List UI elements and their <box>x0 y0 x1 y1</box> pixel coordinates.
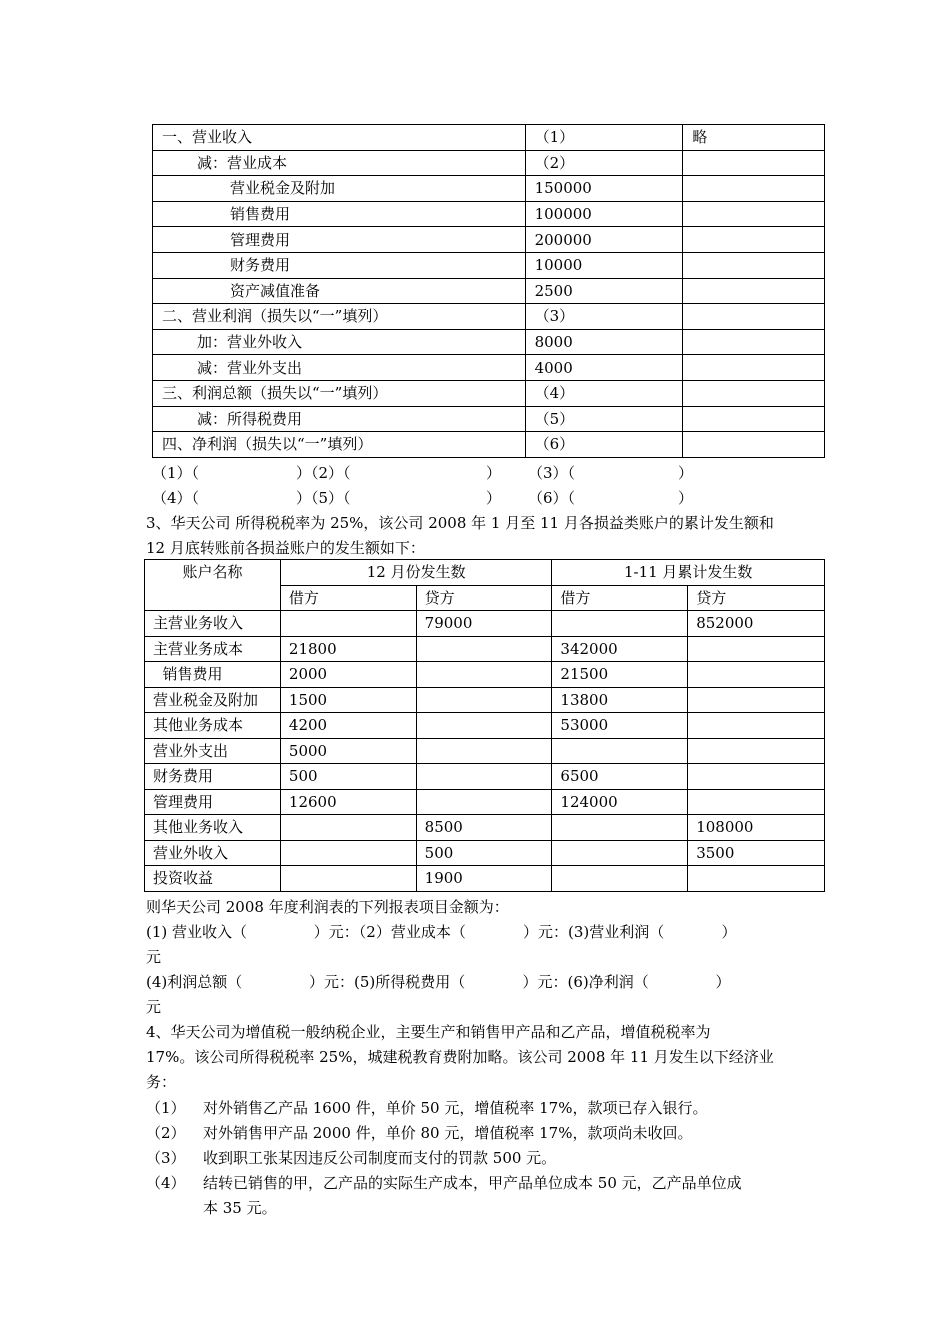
income-item-value: （5） <box>525 406 683 432</box>
income-item-value: （1） <box>525 125 683 151</box>
account-row <box>145 687 825 713</box>
header-dec-debit: 借方 <box>280 585 416 611</box>
account-row <box>145 636 825 662</box>
income-item-extra <box>683 355 825 381</box>
q4-item-4-text: 结转已销售的甲，乙产品的实际生产成本，甲产品单位成本 50 元，乙产品单位成 <box>203 1174 742 1192</box>
q3-line-1: 3、华天公司 所得税税率为 25%，该公司 2008 年 1 月至 11 月各损益类账户的累计发生额和 <box>146 514 774 532</box>
income-item-value: 100000 <box>525 201 683 227</box>
account-row <box>145 611 825 637</box>
dec-credit-cell <box>416 738 552 764</box>
income-row <box>153 125 825 151</box>
ytd-credit-cell <box>688 687 825 713</box>
ytd-credit-cell <box>688 662 825 688</box>
account-row <box>145 738 825 764</box>
income-item-label: 资产减值准备 <box>153 278 526 304</box>
q3-answer-intro: 则华天公司 2008 年度利润表的下列报表项目金额为： <box>146 898 509 916</box>
q4-item-3-num: （3） <box>146 1149 186 1167</box>
income-row <box>153 380 825 406</box>
blank-6-open: （6）（ <box>528 489 576 507</box>
q4-item-1-num: （1） <box>146 1099 186 1117</box>
dec-credit-cell <box>416 636 552 662</box>
income-item-value: 150000 <box>525 176 683 202</box>
income-row <box>153 304 825 330</box>
ytd-credit-cell <box>688 764 825 790</box>
income-item-label: 营业税金及附加 <box>153 176 526 202</box>
income-item-extra <box>683 278 825 304</box>
header-ytd-debit: 借方 <box>552 585 688 611</box>
account-row <box>145 789 825 815</box>
ytd-debit-cell: 342000 <box>552 636 688 662</box>
income-item-value: （3） <box>525 304 683 330</box>
blanks-row-1 <box>152 460 832 486</box>
blank-3-close: ） <box>678 464 694 482</box>
ytd-debit-cell: 6500 <box>552 764 688 790</box>
ytd-debit-cell: 21500 <box>552 662 688 688</box>
dec-credit-cell: 1900 <box>416 866 552 892</box>
header-ytd-credit: 贷方 <box>688 585 825 611</box>
dec-credit-cell: 500 <box>416 840 552 866</box>
account-name: 销售费用 <box>145 662 281 688</box>
dec-debit-cell <box>280 611 416 637</box>
ytd-credit-cell: 852000 <box>688 611 825 637</box>
income-item-value: （2） <box>525 150 683 176</box>
income-row <box>153 150 825 176</box>
income-row <box>153 406 825 432</box>
ytd-credit-cell <box>688 866 825 892</box>
account-name: 营业外收入 <box>145 840 281 866</box>
dec-debit-cell: 1500 <box>280 687 416 713</box>
income-item-extra <box>683 406 825 432</box>
income-item-extra <box>683 329 825 355</box>
income-item-extra <box>683 176 825 202</box>
dec-credit-cell <box>416 662 552 688</box>
income-item-value: （4） <box>525 380 683 406</box>
income-item-label: 减：营业成本 <box>153 150 526 176</box>
income-item-label: 销售费用 <box>153 201 526 227</box>
q3-answer-line-2b: 元 <box>146 998 162 1016</box>
dec-debit-cell: 12600 <box>280 789 416 815</box>
income-item-label: 财务费用 <box>153 252 526 278</box>
account-row <box>145 662 825 688</box>
income-item-extra <box>683 252 825 278</box>
income-item-label: 二、营业利润（损失以“一”填列） <box>153 304 526 330</box>
dec-debit-cell: 5000 <box>280 738 416 764</box>
ytd-credit-cell <box>688 713 825 739</box>
dec-credit-cell <box>416 764 552 790</box>
dec-credit-cell: 79000 <box>416 611 552 637</box>
ytd-debit-cell <box>552 840 688 866</box>
account-row <box>145 764 825 790</box>
income-row <box>153 355 825 381</box>
dec-debit-cell <box>280 815 416 841</box>
income-item-value: （6） <box>525 432 683 458</box>
income-item-extra <box>683 227 825 253</box>
q4-line-1: 4、华天公司为增值税一般纳税企业，主要生产和销售甲产品和乙产品，增值税税率为 <box>146 1023 711 1041</box>
account-name: 营业外支出 <box>145 738 281 764</box>
ytd-credit-cell <box>688 636 825 662</box>
q4-item-4-num: （4） <box>146 1174 186 1192</box>
account-name: 主营业务收入 <box>145 611 281 637</box>
dec-debit-cell: 4200 <box>280 713 416 739</box>
header-ytd: 1-11 月累计发生数 <box>552 560 825 586</box>
dec-debit-cell <box>280 840 416 866</box>
blank-3-open: （3）（ <box>528 464 576 482</box>
income-item-label: 减：营业外支出 <box>153 355 526 381</box>
account-row <box>145 713 825 739</box>
header-dec-credit: 贷方 <box>416 585 552 611</box>
account-name: 主营业务成本 <box>145 636 281 662</box>
ytd-credit-cell <box>688 789 825 815</box>
q3-answer-line-1: (1) 营业收入（ ）元：（2）营业成本（ ）元：(3)营业利润（ ） <box>146 923 737 941</box>
income-item-value: 10000 <box>525 252 683 278</box>
ytd-debit-cell <box>552 611 688 637</box>
header-account-name: 账户名称 <box>145 560 281 611</box>
dec-credit-cell <box>416 713 552 739</box>
income-item-value: 8000 <box>525 329 683 355</box>
income-row <box>153 227 825 253</box>
account-name: 投资收益 <box>145 866 281 892</box>
income-item-label: 减：所得税费用 <box>153 406 526 432</box>
account-name: 财务费用 <box>145 764 281 790</box>
account-table <box>144 559 825 892</box>
income-row <box>153 252 825 278</box>
q3-answer-line-2: (4)利润总额（ ）元：(5)所得税费用（ ）元：(6)净利润（ ） <box>146 973 731 991</box>
dec-debit-cell: 500 <box>280 764 416 790</box>
income-item-extra <box>683 201 825 227</box>
dec-debit-cell <box>280 866 416 892</box>
income-row <box>153 201 825 227</box>
account-row <box>145 840 825 866</box>
dec-credit-cell <box>416 687 552 713</box>
income-item-label: 四、净利润（损失以“一”填列） <box>153 432 526 458</box>
q4-item-3-text: 收到职工张某因违反公司制度而支付的罚款 500 元。 <box>203 1149 557 1167</box>
blank-6-close: ） <box>678 489 694 507</box>
account-name: 管理费用 <box>145 789 281 815</box>
q4-line-2: 17%。该公司所得税税率 25%，城建税教育费附加略。该公司 2008 年 11 月发生以下经济业 <box>146 1048 774 1066</box>
dec-debit-cell: 2000 <box>280 662 416 688</box>
income-item-extra <box>683 150 825 176</box>
income-item-label: 三、利润总额（损失以“一”填列） <box>153 380 526 406</box>
income-row <box>153 176 825 202</box>
q4-item-2-num: （2） <box>146 1124 186 1142</box>
ytd-debit-cell <box>552 815 688 841</box>
income-item-label: 管理费用 <box>153 227 526 253</box>
income-row <box>153 432 825 458</box>
blanks-row-2 <box>152 485 832 511</box>
ytd-debit-cell: 13800 <box>552 687 688 713</box>
income-row <box>153 278 825 304</box>
account-row <box>145 866 825 892</box>
income-item-extra <box>683 304 825 330</box>
income-item-label: 加：营业外收入 <box>153 329 526 355</box>
income-item-extra <box>683 380 825 406</box>
ytd-debit-cell <box>552 738 688 764</box>
income-item-value: 4000 <box>525 355 683 381</box>
account-name: 其他业务成本 <box>145 713 281 739</box>
q4-item-2-text: 对外销售甲产品 2000 件，单价 80 元，增值税率 17%，款项尚未收回。 <box>203 1124 693 1142</box>
blank-4-open: （4）（ <box>152 489 200 507</box>
blank-5-close: ） <box>486 489 502 507</box>
blank-4-5: ）（5）（ <box>296 489 351 507</box>
ytd-debit-cell: 53000 <box>552 713 688 739</box>
account-name: 营业税金及附加 <box>145 687 281 713</box>
q3-answer-line-1b: 元 <box>146 948 162 966</box>
ytd-credit-cell: 3500 <box>688 840 825 866</box>
dec-debit-cell: 21800 <box>280 636 416 662</box>
blank-2-close: ） <box>486 464 502 482</box>
ytd-debit-cell <box>552 866 688 892</box>
q4-item-1-text: 对外销售乙产品 1600 件，单价 50 元，增值税率 17%，款项已存入银行。 <box>203 1099 708 1117</box>
header-december: 12 月份发生数 <box>280 560 552 586</box>
blank-1-2: ）（2）（ <box>296 464 351 482</box>
income-row <box>153 329 825 355</box>
income-item-extra <box>683 432 825 458</box>
ytd-credit-cell <box>688 738 825 764</box>
account-row <box>145 815 825 841</box>
q4-item-4-cont: 本 35 元。 <box>203 1199 277 1217</box>
account-name: 其他业务收入 <box>145 815 281 841</box>
q4-line-3: 务： <box>146 1073 177 1091</box>
ytd-credit-cell: 108000 <box>688 815 825 841</box>
income-statement-table <box>152 124 825 458</box>
dec-credit-cell: 8500 <box>416 815 552 841</box>
income-item-value: 2500 <box>525 278 683 304</box>
income-item-label: 一、营业收入 <box>153 125 526 151</box>
dec-credit-cell <box>416 789 552 815</box>
blank-1-open: （1）（ <box>152 464 200 482</box>
income-item-value: 200000 <box>525 227 683 253</box>
ytd-debit-cell: 124000 <box>552 789 688 815</box>
q3-line-2: 12 月底转账前各损益账户的发生额如下： <box>146 539 425 557</box>
income-item-extra: 略 <box>683 125 825 151</box>
